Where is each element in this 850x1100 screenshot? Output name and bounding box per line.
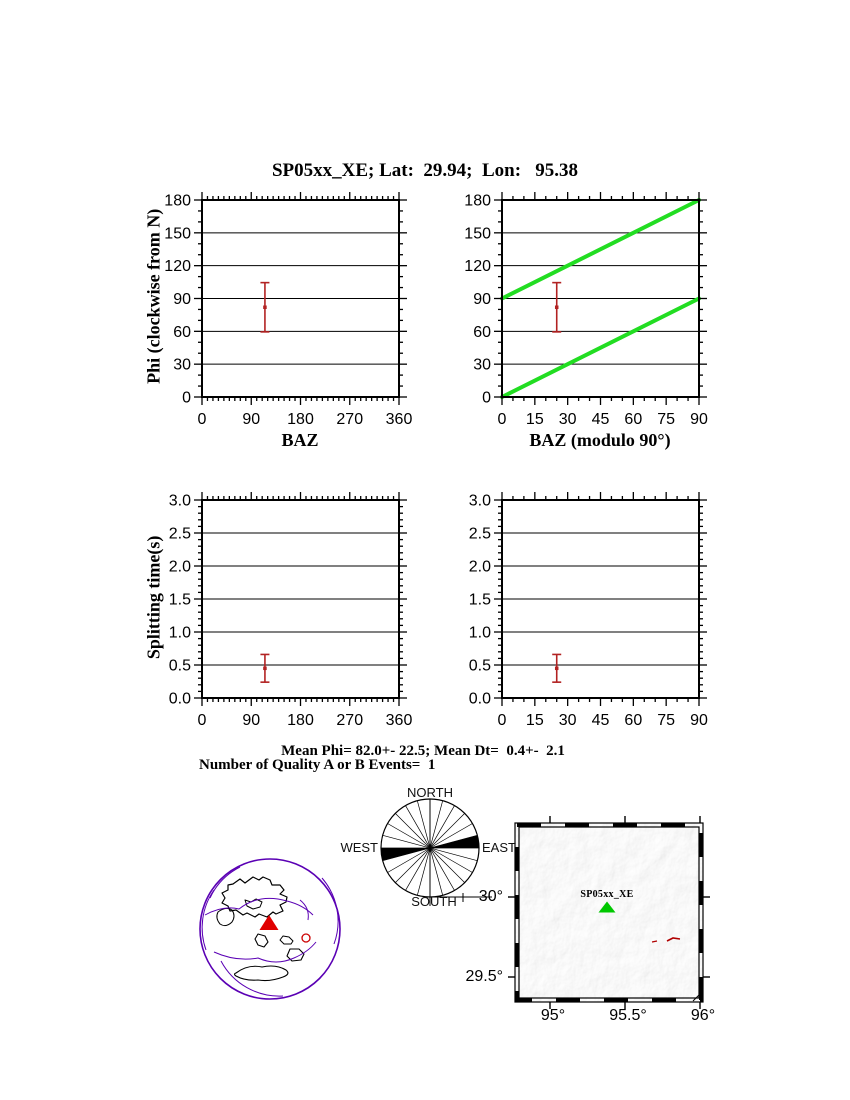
- data-point: [555, 306, 559, 310]
- caption-mean-values: Mean Phi= 82.0+- 22.5; Mean Dt= 0.4+- 2.1: [281, 743, 565, 759]
- y-tick-label: 0: [482, 389, 491, 407]
- y-tick-label: 0.0: [468, 690, 491, 708]
- y-tick-label: 1.5: [468, 591, 491, 609]
- x-tick-label: 15: [525, 712, 544, 729]
- splitting-time-axis-title: Splitting time(s): [143, 535, 164, 660]
- x-tick-label: 45: [591, 411, 610, 428]
- rose-label-south: SOUTH: [411, 894, 457, 909]
- y-tick-label: 90: [173, 291, 191, 308]
- xy-plots: [164, 192, 708, 729]
- x-tick-label: 0: [497, 712, 507, 729]
- y-tick-label: 60: [173, 323, 191, 341]
- y-tick-label: 30: [473, 356, 491, 374]
- caption-event-count: Number of Quality A or B Events= 1: [199, 757, 436, 773]
- map-lat-label-29-5: 29.5°: [465, 968, 503, 985]
- plot-dt-vs-baz: [169, 492, 413, 729]
- x-tick-label: 60: [624, 712, 643, 729]
- baz-mod90-axis-title: BAZ (modulo 90°): [529, 430, 671, 450]
- y-tick-label: 60: [473, 323, 491, 341]
- x-tick-label: 270: [336, 411, 364, 428]
- x-tick-label: 30: [558, 712, 577, 729]
- y-tick-label: 1.0: [468, 624, 491, 642]
- rose-label-north: NORTH: [407, 785, 453, 800]
- y-tick-label: 2.5: [468, 525, 491, 543]
- x-tick-label: 360: [385, 712, 413, 729]
- x-tick-label: 90: [690, 411, 708, 428]
- data-point: [555, 667, 559, 671]
- y-tick-label: 2.0: [468, 558, 491, 576]
- x-tick-label: 75: [657, 411, 676, 428]
- x-tick-label: 0: [197, 712, 207, 729]
- y-tick-label: 0.5: [168, 657, 191, 675]
- y-tick-label: 150: [464, 225, 491, 243]
- rose-filled-sector: [381, 848, 430, 861]
- trend-line: [502, 200, 699, 299]
- x-tick-label: 180: [287, 712, 314, 729]
- globe-map: [200, 859, 340, 999]
- x-tick-label: 180: [287, 411, 314, 428]
- y-tick-label: 180: [464, 192, 491, 210]
- x-tick-label: 0: [497, 411, 507, 428]
- map-lon-label-95: 95°: [540, 1007, 566, 1024]
- data-point: [263, 667, 267, 671]
- x-tick-label: 30: [558, 411, 577, 428]
- rose-filled-sector: [430, 835, 479, 848]
- y-tick-label: 30: [173, 356, 191, 374]
- trend-line: [502, 299, 699, 398]
- rose-label-west: WEST: [340, 840, 378, 855]
- x-tick-label: 0: [197, 411, 207, 428]
- y-tick-label: 3.0: [468, 492, 491, 510]
- data-point: [263, 306, 267, 310]
- map-lon-label-96: 96°: [690, 1007, 716, 1024]
- x-tick-label: 90: [690, 712, 708, 729]
- y-tick-label: 90: [473, 291, 491, 308]
- x-tick-label: 75: [657, 712, 676, 729]
- x-tick-label: 15: [525, 411, 544, 428]
- map-lat-label-30: 30°: [478, 888, 503, 905]
- x-tick-label: 60: [624, 411, 643, 428]
- plot-dt-vs-baz-mod90: [469, 492, 708, 729]
- station-label-map: SP05xx_XE: [580, 889, 634, 900]
- x-tick-label: 360: [385, 411, 413, 428]
- y-tick-label: 1.5: [168, 591, 191, 609]
- y-tick-label: 0.5: [468, 657, 491, 675]
- y-tick-label: 180: [164, 192, 191, 210]
- y-tick-label: 0.0: [168, 690, 191, 708]
- baz-axis-title: BAZ: [281, 430, 319, 450]
- y-tick-label: 120: [464, 258, 491, 276]
- y-tick-label: 2.0: [168, 558, 191, 576]
- x-tick-label: 45: [591, 712, 610, 729]
- map-lon-label-95-5: 95.5°: [609, 1007, 647, 1024]
- y-tick-label: 3.0: [168, 492, 191, 510]
- y-tick-label: 2.5: [168, 525, 191, 543]
- rose-label-east: EAST: [482, 840, 516, 855]
- x-tick-label: 90: [242, 411, 261, 428]
- y-tick-label: 1.0: [168, 624, 191, 642]
- x-tick-label: 90: [242, 712, 261, 729]
- y-tick-label: 150: [164, 225, 191, 243]
- y-tick-label: 120: [164, 258, 191, 276]
- phi-axis-title: Phi (clockwise from N): [143, 208, 164, 384]
- y-tick-label: 0: [182, 389, 191, 407]
- figure-title: SP05xx_XE; Lat: 29.94; Lon: 95.38: [271, 160, 579, 181]
- plot-phi-vs-baz: [164, 192, 412, 428]
- plot-phi-vs-baz-mod90: [464, 192, 708, 428]
- x-tick-label: 270: [336, 712, 364, 729]
